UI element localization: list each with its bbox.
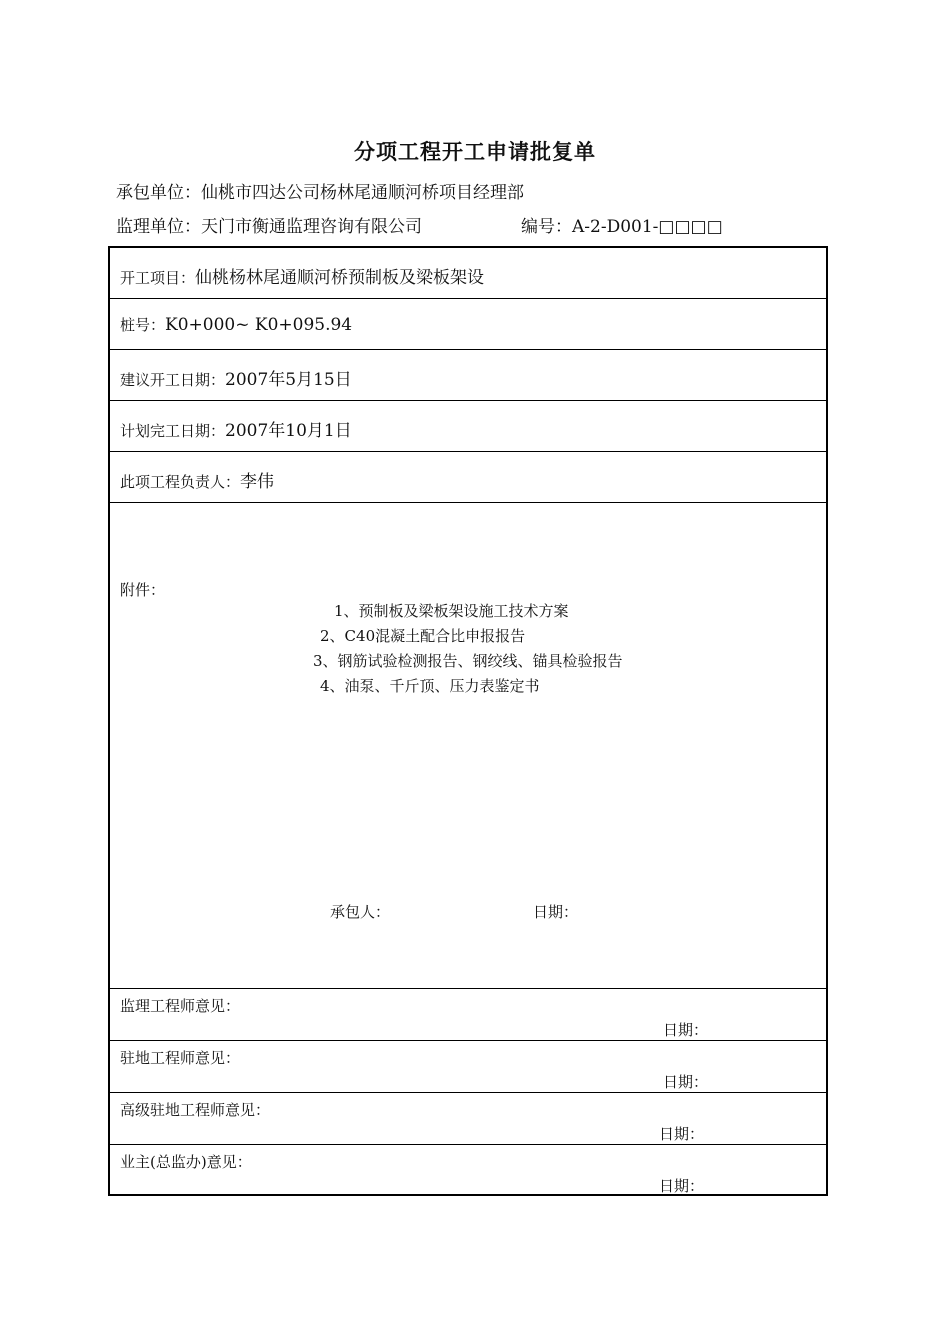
contractor-line: 承包单位：仙桃市四达公司杨林尾通顺河桥项目经理部: [116, 183, 524, 203]
opinion-label: 业主(总监办)意见：: [120, 1153, 252, 1171]
row-station: [110, 299, 826, 350]
end-date-value: 2007年10月1日: [225, 421, 352, 441]
start-date-value: 2007年5月15日: [225, 370, 352, 390]
attachment-item: 3、钢筋试验检测报告、钢绞线、锚具检验报告: [313, 652, 623, 670]
attachments-label: 附件：: [120, 581, 166, 599]
attachment-item: 1、预制板及梁板架设施工技术方案: [334, 602, 569, 620]
contractor-date-label: 日期：: [533, 903, 579, 921]
opinion-date-label: 日期：: [659, 1177, 705, 1195]
opinion-label: 监理工程师意见：: [120, 997, 241, 1015]
manager-value: 李伟: [240, 472, 275, 492]
row-resident-opinion: [110, 1041, 826, 1093]
contractor-signer-label: 承包人：: [330, 903, 391, 921]
opinion-date-label: 日期：: [659, 1125, 705, 1143]
project-value: 仙桃杨林尾通顺河桥预制板及梁板架设: [195, 268, 485, 288]
project-label: 开工项目：: [120, 269, 196, 287]
row-supervisor-opinion: [110, 989, 826, 1041]
station-label: 桩号：: [120, 316, 166, 334]
application-table: [108, 246, 828, 1196]
supervisor-header: [116, 212, 723, 237]
opinion-label: 驻地工程师意见：: [120, 1049, 241, 1067]
row-attachments: [110, 503, 826, 989]
row-project: [110, 248, 826, 299]
attachment-item: 4、油泵、千斤顶、压力表鉴定书: [320, 677, 540, 695]
start-date-label: 建议开工日期：: [120, 371, 226, 389]
end-date-label: 计划完工日期：: [120, 422, 226, 440]
form-number: 编号：A-2-D001-□□□□: [521, 217, 723, 237]
opinion-label: 高级驻地工程师意见：: [120, 1101, 271, 1119]
manager-label: 此项工程负责人：: [120, 473, 241, 491]
row-manager: [110, 452, 826, 503]
attachment-item: 2、C40混凝土配合比申报报告: [320, 627, 526, 645]
row-start-date: [110, 350, 826, 401]
form-title: 分项工程开工申请批复单: [354, 139, 596, 164]
row-end-date: [110, 401, 826, 452]
supervisor-line: 监理单位：天门市衡通监理咨询有限公司: [116, 217, 422, 237]
row-owner-opinion: [110, 1145, 826, 1194]
opinion-date-label: 日期：: [663, 1073, 709, 1091]
row-senior-resident-opinion: [110, 1093, 826, 1145]
opinion-date-label: 日期：: [663, 1021, 709, 1039]
station-value: K0+000~ K0+095.94: [165, 315, 353, 335]
